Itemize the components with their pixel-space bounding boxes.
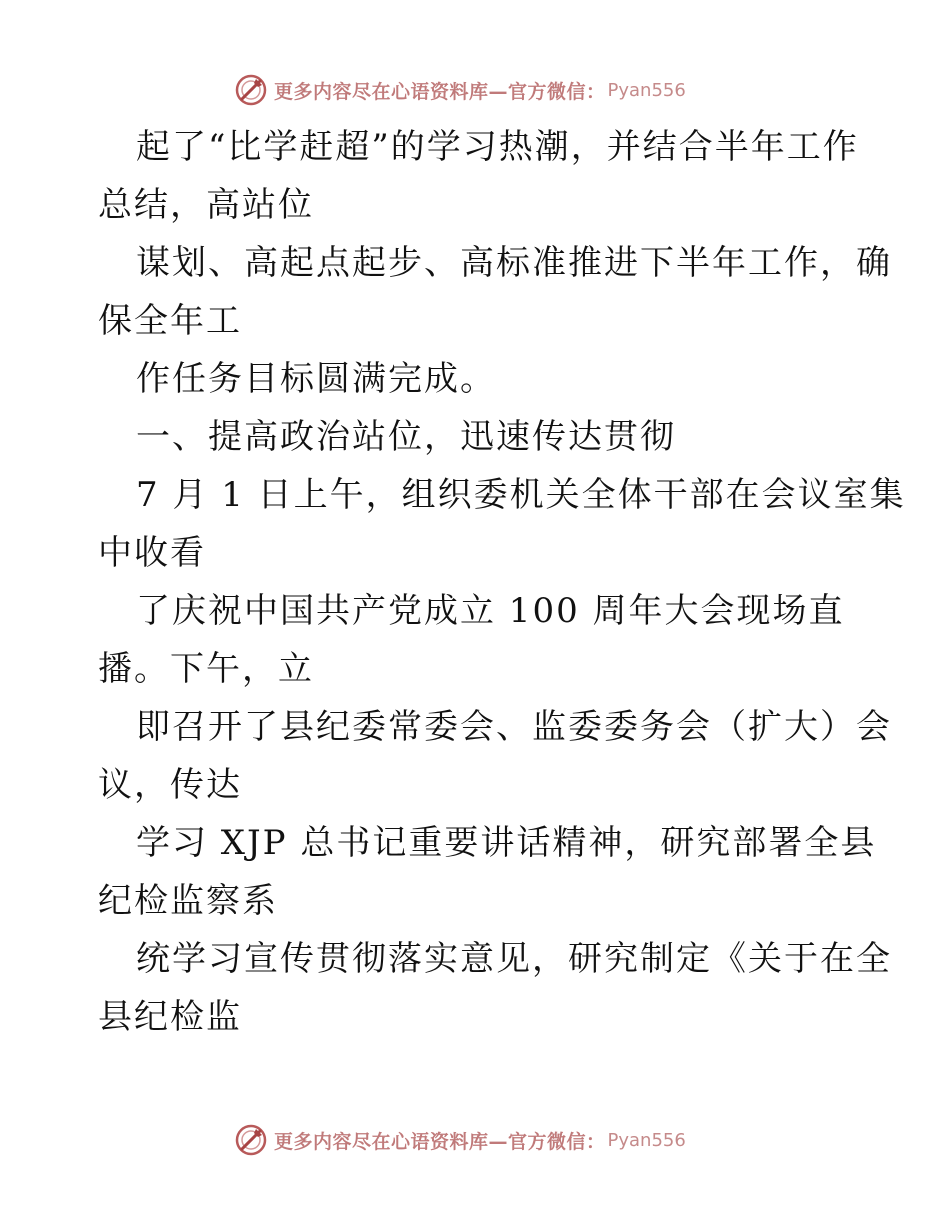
body-line: 中收看 [98, 533, 206, 573]
footer-banner-contact: Pyan556 [607, 1129, 686, 1151]
body-line: 学习 XJP 总书记重要讲话精神，研究部署全县 [136, 823, 877, 863]
logo-icon [234, 73, 268, 107]
section-heading: 一、提高政治站位，迅速传达贯彻 [136, 417, 676, 457]
body-line: 县纪检监 [98, 997, 242, 1037]
footer-banner [234, 1122, 686, 1158]
header-banner-contact: Pyan556 [607, 79, 686, 101]
body-line: 总结，高站位 [98, 185, 314, 225]
body-line: 起了“比学赶超”的学习热潮，并结合半年工作 [136, 127, 859, 167]
footer-banner-text: 更多内容尽在心语资料库—官方微信： [274, 1130, 606, 1153]
body-line: 即召开了县纪委常委会、监委委务会（扩大）会 [136, 707, 892, 747]
body-line: 议，传达 [98, 765, 242, 805]
body-line: 纪检监察系 [98, 881, 278, 921]
body-line: 播。下午，立 [98, 649, 314, 689]
header-banner-text: 更多内容尽在心语资料库—官方微信： [274, 80, 606, 103]
logo-icon [234, 1123, 268, 1157]
body-line: 7 月 1 日上午，组织委机关全体干部在会议室集 [136, 475, 906, 515]
body-line: 保全年工 [98, 301, 242, 341]
body-line: 统学习宣传贯彻落实意见，研究制定《关于在全 [136, 939, 892, 979]
body-line: 作任务目标圆满完成。 [136, 359, 496, 399]
body-line: 了庆祝中国共产党成立 100 周年大会现场直 [136, 591, 845, 631]
body-line: 谋划、高起点起步、高标准推进下半年工作，确 [136, 243, 892, 283]
header-banner [234, 72, 686, 108]
